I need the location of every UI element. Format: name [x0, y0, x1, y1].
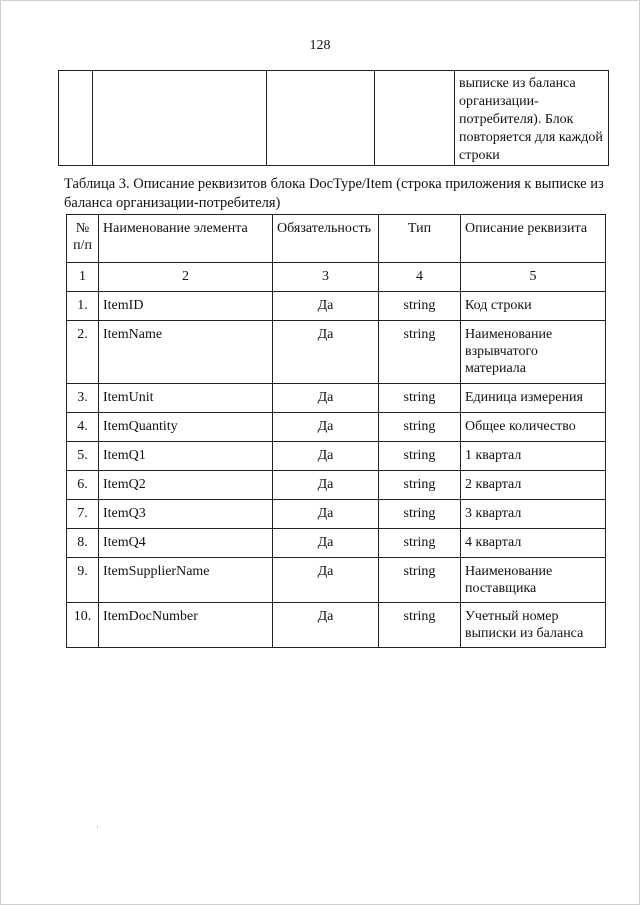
requisite-description: Наименование взрывчатого материала — [461, 321, 606, 384]
column-number: 2 — [99, 263, 273, 292]
continuation-cell — [267, 71, 375, 166]
row-number: 9. — [67, 558, 99, 603]
requisite-description: Единица измерения — [461, 384, 606, 413]
table-row — [67, 384, 606, 413]
type-value: string — [379, 500, 461, 529]
required-value: Да — [273, 529, 379, 558]
table-row — [67, 321, 606, 384]
type-value: string — [379, 321, 461, 384]
header-row — [67, 215, 606, 263]
row-number: 10. — [67, 603, 99, 648]
type-value: string — [379, 442, 461, 471]
table-row — [67, 603, 606, 648]
type-value: string — [379, 603, 461, 648]
header-description: Описание реквизита — [461, 215, 606, 263]
required-value: Да — [273, 442, 379, 471]
type-value: string — [379, 471, 461, 500]
continuation-table — [58, 70, 609, 166]
continuation-description: выписке из баланса организации-потребителя). Блок повторяется для каждой строки — [459, 76, 603, 163]
type-value: string — [379, 384, 461, 413]
element-name: ItemUnit — [99, 384, 273, 413]
required-value: Да — [273, 558, 379, 603]
table-row — [67, 529, 606, 558]
row-number: 6. — [67, 471, 99, 500]
element-name: ItemQ1 — [99, 442, 273, 471]
element-name: ItemQ4 — [99, 529, 273, 558]
column-number: 3 — [273, 263, 379, 292]
requisite-description: 4 квартал — [461, 529, 606, 558]
requisite-description: Общее количество — [461, 413, 606, 442]
page-number: 128 — [309, 38, 331, 53]
row-number: 1. — [67, 292, 99, 321]
required-value: Да — [273, 500, 379, 529]
row-number: 5. — [67, 442, 99, 471]
row-number: 2. — [67, 321, 99, 384]
element-name: ItemQuantity — [99, 413, 273, 442]
header-name: Наименование элемента — [99, 215, 273, 263]
column-number-row — [67, 263, 606, 292]
type-value: string — [379, 558, 461, 603]
requisite-description: Учетный номер выписки из баланса — [461, 603, 606, 648]
requisite-description: 2 квартал — [461, 471, 606, 500]
element-name: ItemQ2 — [99, 471, 273, 500]
row-number: 7. — [67, 500, 99, 529]
continuation-cell — [93, 71, 267, 166]
required-value: Да — [273, 321, 379, 384]
continuation-row — [59, 71, 609, 166]
requisites-table — [66, 214, 606, 648]
table-row — [67, 500, 606, 529]
requisite-description: Код строки — [461, 292, 606, 321]
row-number: 4. — [67, 413, 99, 442]
type-value: string — [379, 413, 461, 442]
table-row — [67, 413, 606, 442]
continuation-cell — [59, 71, 93, 166]
table-row — [67, 442, 606, 471]
required-value: Да — [273, 603, 379, 648]
requisite-description: 1 квартал — [461, 442, 606, 471]
required-value: Да — [273, 471, 379, 500]
required-value: Да — [273, 384, 379, 413]
continuation-cell — [375, 71, 455, 166]
type-value: string — [379, 292, 461, 321]
requisite-description: Наименование поставщика — [461, 558, 606, 603]
requisites-table-body — [67, 215, 606, 648]
header-num: № п/п — [67, 215, 99, 263]
requisite-description: 3 квартал — [461, 500, 606, 529]
column-number: 5 — [461, 263, 606, 292]
required-value: Да — [273, 413, 379, 442]
header-type: Тип — [379, 215, 461, 263]
required-value: Да — [273, 292, 379, 321]
row-number: 8. — [67, 529, 99, 558]
element-name: ItemName — [99, 321, 273, 384]
type-value: string — [379, 529, 461, 558]
element-name: ItemQ3 — [99, 500, 273, 529]
table-caption: Таблица 3. Описание реквизитов блока DocType/Item (строка приложения к выписке из баланса организации-потребителя) — [64, 176, 604, 211]
table-row — [67, 471, 606, 500]
table-row — [67, 558, 606, 603]
row-number: 3. — [67, 384, 99, 413]
element-name: ItemID — [99, 292, 273, 321]
continuation-description-cell — [455, 71, 609, 166]
scan-mark — [97, 826, 98, 828]
column-number: 1 — [67, 263, 99, 292]
table-row — [67, 292, 606, 321]
element-name: ItemDocNumber — [99, 603, 273, 648]
header-required: Обязательность — [273, 215, 379, 263]
element-name: ItemSupplierName — [99, 558, 273, 603]
column-number: 4 — [379, 263, 461, 292]
